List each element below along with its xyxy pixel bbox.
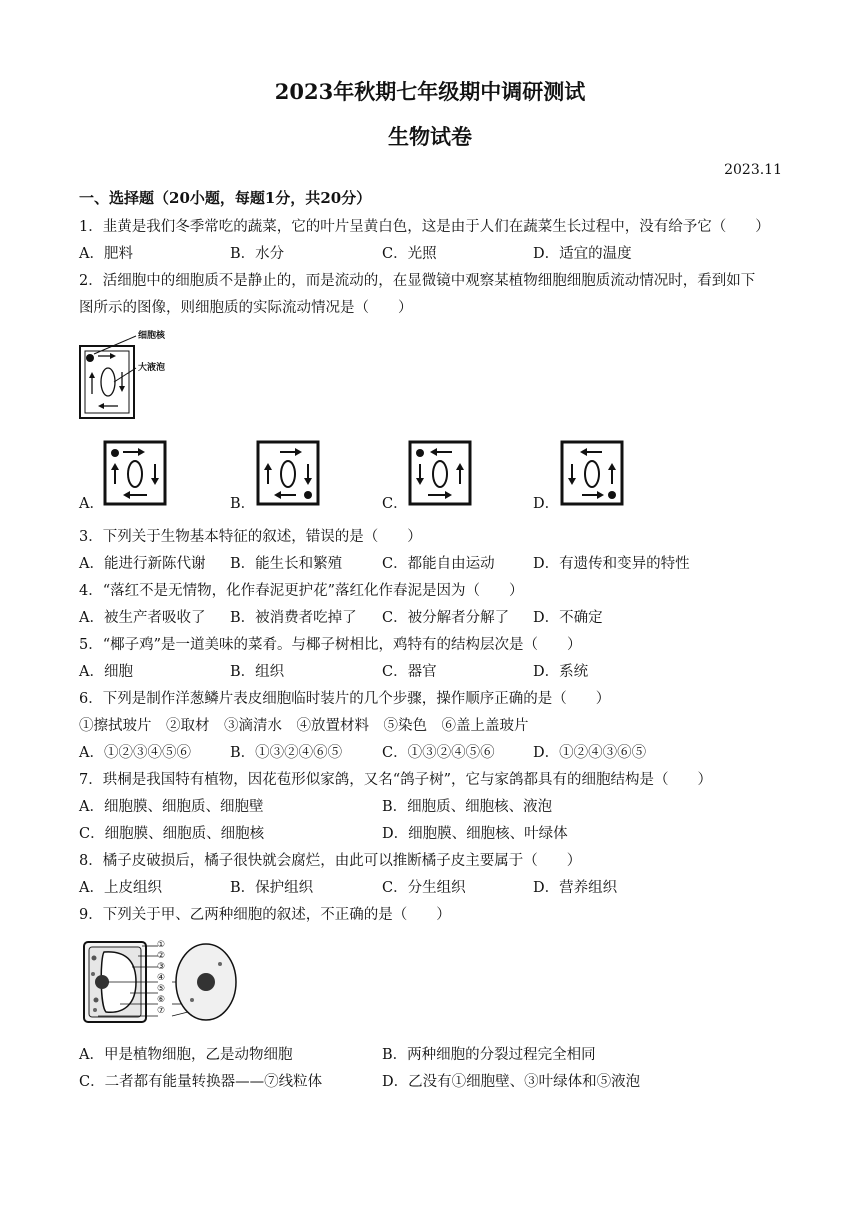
q8-option-d: D．营养组织 bbox=[533, 880, 618, 896]
cytoplasm-flow-figure bbox=[76, 328, 196, 423]
q6-option-b: B．①③②④⑥⑤ bbox=[230, 745, 343, 761]
cell-label-1: ① bbox=[157, 940, 166, 950]
cell-label-4: ④ bbox=[157, 973, 166, 983]
q2-option-d-figure bbox=[560, 440, 624, 506]
q7-option-d: D．细胞膜、细胞核、叶绿体 bbox=[382, 826, 568, 842]
q1-option-b: B．水分 bbox=[230, 246, 285, 262]
q9-option-b: B．两种细胞的分裂过程完全相同 bbox=[382, 1047, 596, 1063]
q3-option-d: D．有遗传和变异的特性 bbox=[533, 556, 690, 572]
question-9-stem: 9．下列关于甲、乙两种细胞的叙述，不正确的是（ ） bbox=[79, 907, 451, 923]
exam-date: 2023.11 bbox=[724, 162, 782, 178]
question-1-stem: 1．韭黄是我们冬季常吃的蔬菜，它的叶片呈黄白色，这是由于人们在蔬菜生长过程中，没有给予它（ ） bbox=[79, 219, 770, 235]
q4-option-b: B．被消费者吃掉了 bbox=[230, 610, 357, 626]
page-title: 2023年秋期七年级期中调研测试 bbox=[274, 79, 586, 104]
q8-option-a: A．上皮组织 bbox=[79, 880, 162, 896]
q2-option-b: B． bbox=[230, 496, 256, 512]
q2-option-b-figure bbox=[256, 440, 320, 506]
q5-option-a: A．细胞 bbox=[79, 664, 133, 680]
cell-figure-labels bbox=[157, 940, 165, 1017]
cell-label-7: ⑦ bbox=[157, 1006, 166, 1016]
question-8-stem: 8．橘子皮破损后，橘子很快就会腐烂，由此可以推断橘子皮主要属于（ ） bbox=[79, 853, 582, 869]
q7-option-a: A．细胞膜、细胞质、细胞壁 bbox=[79, 799, 264, 815]
q6-option-c: C．①③②④⑤⑥ bbox=[382, 745, 495, 761]
q9-option-a: A．甲是植物细胞，乙是动物细胞 bbox=[79, 1047, 293, 1063]
label-nucleus: 细胞核 bbox=[138, 331, 166, 341]
q7-option-b: B．细胞质、细胞核、液泡 bbox=[382, 799, 553, 815]
q1-option-d: D．适宜的温度 bbox=[533, 246, 632, 262]
q2-option-d: D． bbox=[533, 496, 560, 512]
question-2-stem-line1: 2．活细胞中的细胞质不是静止的，而是流动的，在显微镜中观察某植物细胞细胞质流动情况时，看到如下 bbox=[79, 273, 756, 289]
cell-label-3: ③ bbox=[157, 962, 166, 972]
question-3-stem: 3．下列关于生物基本特征的叙述，错误的是（ ） bbox=[79, 529, 422, 545]
q3-option-b: B．能生长和繁殖 bbox=[230, 556, 343, 572]
question-7-stem: 7．珙桐是我国特有植物，因花苞形似家鸽，又名“鸽子树”，它与家鸽都具有的细胞结构是（ ） bbox=[79, 772, 713, 788]
q6-option-a: A．①②③④⑤⑥ bbox=[79, 745, 191, 761]
question-2-stem-line2: 图所示的图像，则细胞质的实际流动情况是（ ） bbox=[79, 300, 413, 316]
q6-option-d: D．①②④③⑥⑤ bbox=[533, 745, 647, 761]
q2-option-a-figure bbox=[103, 440, 167, 506]
q8-option-b: B．保护组织 bbox=[230, 880, 314, 896]
q9-option-d: D．乙没有①细胞壁、③叶绿体和⑤液泡 bbox=[382, 1074, 641, 1090]
q2-option-c-figure bbox=[408, 440, 472, 506]
page-subtitle: 生物试卷 bbox=[388, 124, 472, 149]
label-vacuole: 大液泡 bbox=[138, 363, 166, 373]
q5-option-d: D．系统 bbox=[533, 664, 589, 680]
q1-option-c: C．光照 bbox=[382, 246, 437, 262]
section-heading: 一、选择题（20小题，每题1分，共20分） bbox=[79, 189, 372, 207]
q4-option-c: C．被分解者分解了 bbox=[382, 610, 510, 626]
question-4-stem: 4．“落红不是无情物，化作春泥更护花”落红化作春泥是因为（ ） bbox=[79, 583, 524, 599]
q1-option-a: A．肥料 bbox=[79, 246, 133, 262]
q2-option-a: A． bbox=[79, 496, 104, 512]
q5-option-b: B．组织 bbox=[230, 664, 285, 680]
question-6-steps: ①擦拭玻片 ②取材 ③滴清水 ④放置材料 ⑤染色 ⑥盖上盖玻片 bbox=[79, 718, 529, 734]
cell-label-2: ② bbox=[157, 951, 166, 961]
q3-option-a: A．能进行新陈代谢 bbox=[79, 556, 206, 572]
q2-option-c: C． bbox=[382, 496, 408, 512]
q4-option-d: D．不确定 bbox=[533, 610, 603, 626]
q5-option-c: C．器官 bbox=[382, 664, 437, 680]
q9-option-c: C．二者都有能量转换器——⑦线粒体 bbox=[79, 1074, 323, 1090]
q3-option-c: C．都能自由运动 bbox=[382, 556, 495, 572]
q4-option-a: A．被生产者吸收了 bbox=[79, 610, 206, 626]
cell-label-6: ⑥ bbox=[157, 995, 166, 1005]
question-6-stem: 6．下列是制作洋葱鳞片表皮细胞临时装片的几个步骤，操作顺序正确的是（ ） bbox=[79, 691, 611, 707]
q8-option-c: C．分生组织 bbox=[382, 880, 466, 896]
question-5-stem: 5．“椰子鸡”是一道美味的菜肴。与椰子树相比，鸡特有的结构层次是（ ） bbox=[79, 637, 582, 653]
q7-option-c: C．细胞膜、细胞质、细胞核 bbox=[79, 826, 265, 842]
cell-label-5: ⑤ bbox=[157, 984, 166, 994]
